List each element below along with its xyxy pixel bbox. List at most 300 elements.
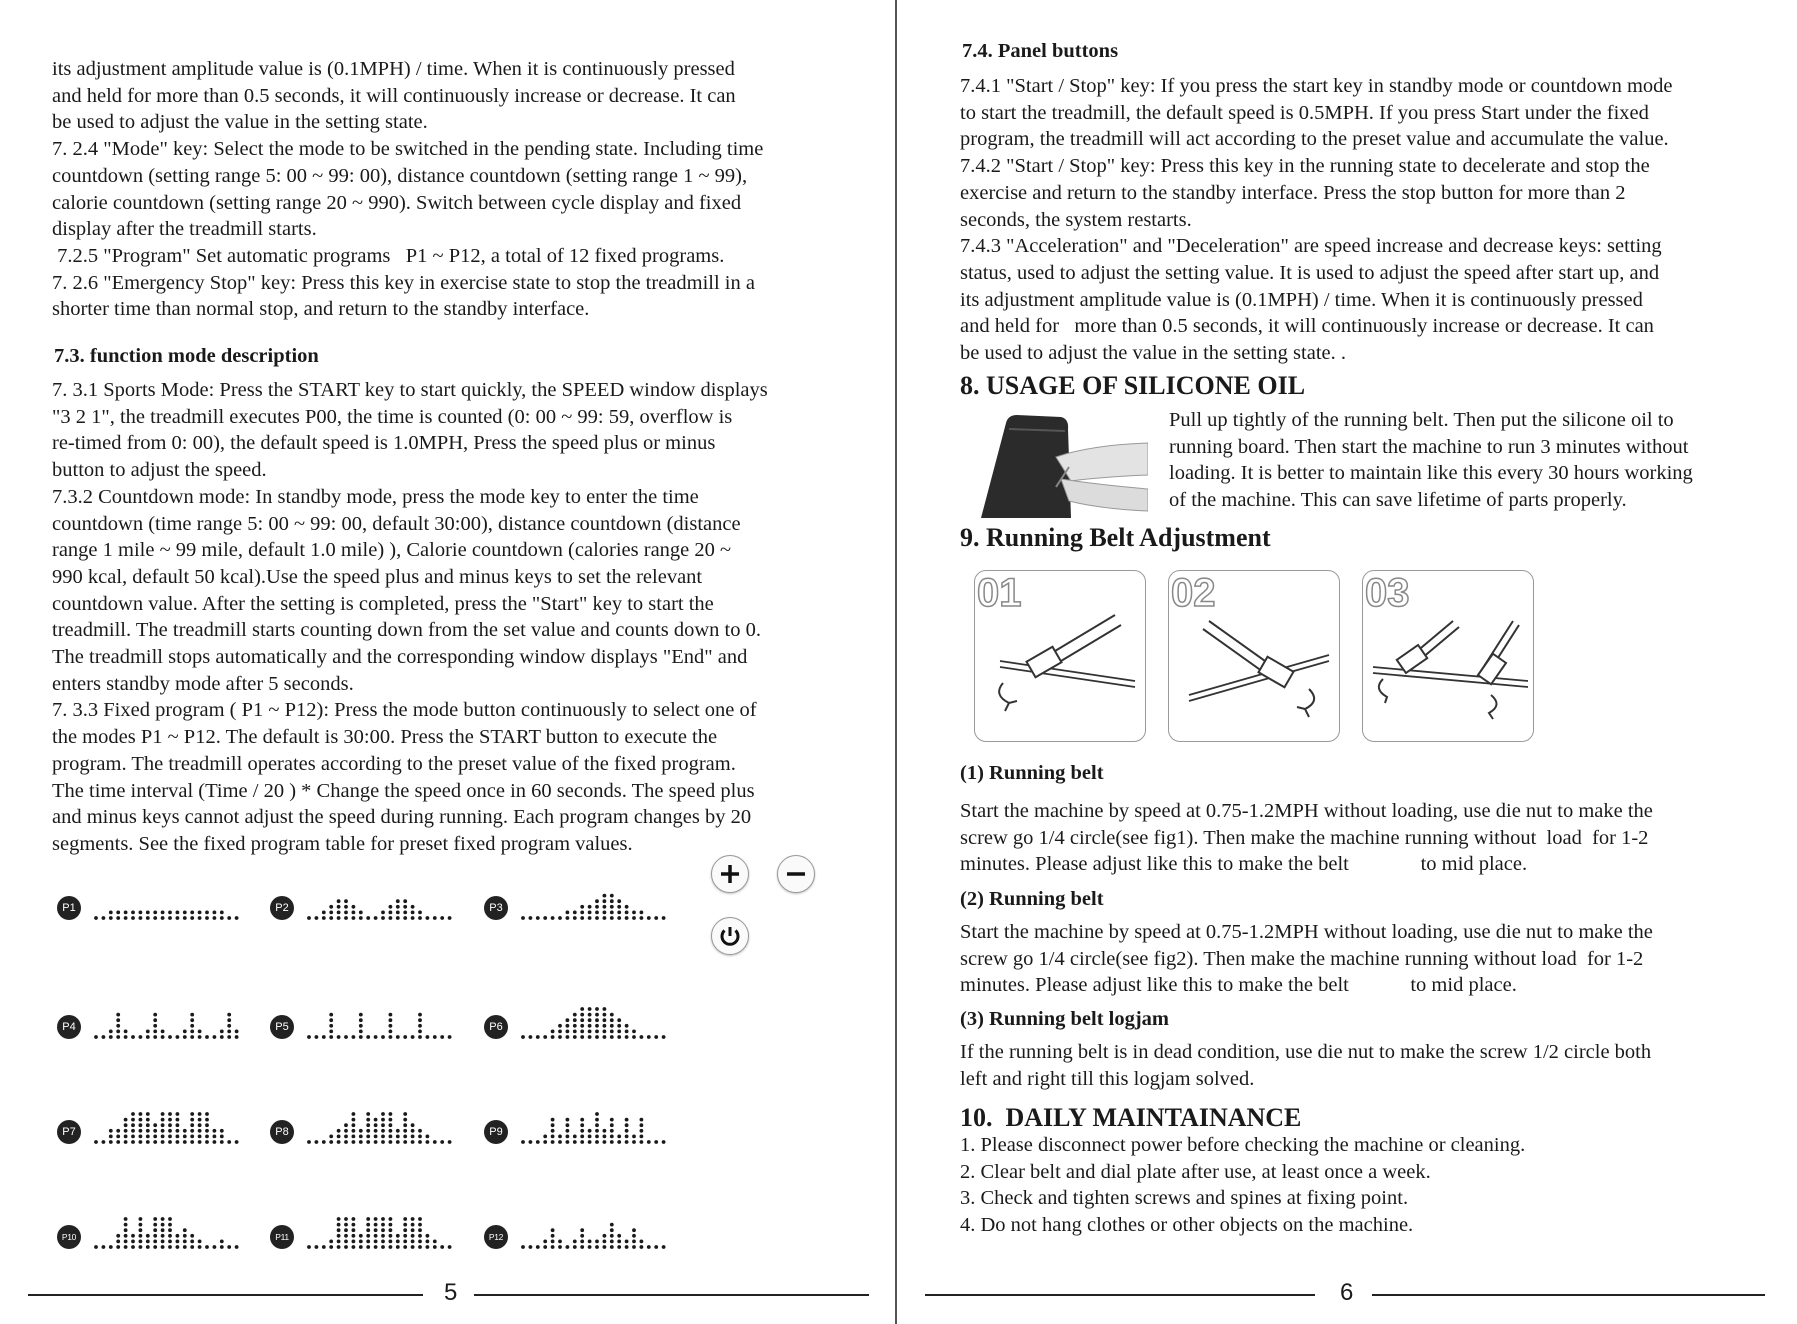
program-dot <box>403 899 407 903</box>
program-dot <box>403 911 407 915</box>
text-line: screw go 1/4 circle(see fig1). Then make the machine running without load for 1-2 <box>960 826 1649 849</box>
text-line: If the running belt is in dead condition, use die nut to make the screw 1/2 circle both <box>960 1041 1652 1063</box>
program-dot <box>610 899 614 903</box>
program-dot <box>131 1035 135 1039</box>
footer-rule-left <box>925 1294 1315 1296</box>
program-dot <box>625 1240 629 1244</box>
program-dot <box>198 1129 202 1133</box>
program-dot <box>322 1245 326 1249</box>
program-dot <box>640 1118 644 1122</box>
program-dot <box>603 1234 607 1238</box>
program-dot <box>139 1035 143 1039</box>
minus-icon <box>777 855 815 893</box>
program-dot <box>551 1240 555 1244</box>
program-dot <box>198 1245 202 1249</box>
program-dot <box>403 1140 407 1144</box>
program-dot <box>640 1129 644 1133</box>
program-dot <box>198 916 202 920</box>
text-line: treadmill. The treadmill starts counting down from the set value and counts down to 0. <box>52 619 762 642</box>
program-dot <box>213 1245 217 1249</box>
program-dot <box>227 1140 231 1144</box>
program-dot <box>381 1118 385 1122</box>
program-dot <box>521 1035 525 1039</box>
text-line: and held for more than 0.5 seconds, it will continuously increase or decrease. It can <box>52 84 736 107</box>
program-dot <box>352 1140 356 1144</box>
program-dot <box>558 1024 562 1028</box>
program-dot <box>595 899 599 903</box>
program-dot <box>647 1140 651 1144</box>
program-dot-plot-p8 <box>306 1068 456 1146</box>
program-dot <box>389 916 393 920</box>
program-dot <box>610 1118 614 1122</box>
program-dot <box>227 1018 231 1022</box>
program-dot <box>352 1234 356 1238</box>
program-dot <box>426 1245 430 1249</box>
program-dot <box>124 916 128 920</box>
program-dot <box>411 1217 415 1221</box>
program-dot <box>610 1140 614 1144</box>
program-dot <box>381 1112 385 1116</box>
program-dot <box>588 905 592 909</box>
program-dot <box>359 1240 363 1244</box>
program-dot <box>381 1140 385 1144</box>
program-dot <box>580 1140 584 1144</box>
list-item: 1. Please disconnect power before checking the machine or cleaning. <box>960 1134 1526 1156</box>
program-dot <box>448 916 452 920</box>
program-dot <box>116 1035 120 1039</box>
program-dot <box>176 1140 180 1144</box>
program-dot <box>315 916 319 920</box>
program-dot <box>448 1140 452 1144</box>
program-dot <box>198 1240 202 1244</box>
program-dot <box>521 916 525 920</box>
program-dot <box>403 1234 407 1238</box>
program-dot <box>235 1245 239 1249</box>
program-dot <box>640 916 644 920</box>
program-dot <box>418 1228 422 1232</box>
program-dot <box>176 1240 180 1244</box>
program-dot <box>315 1245 319 1249</box>
program-dot <box>411 1228 415 1232</box>
program-dot <box>307 916 311 920</box>
program-dot <box>396 1129 400 1133</box>
program-badge-p11: P11 <box>270 1225 294 1249</box>
program-dot <box>440 916 444 920</box>
text-line: the modes P1 ~ P12. The default is 30:00. Press the START button to execute the <box>52 726 718 749</box>
text-line: program. The treadmill operates according to the preset value of the fixed program. <box>52 752 736 775</box>
program-dot <box>366 1118 370 1122</box>
program-dot <box>389 1240 393 1244</box>
program-dot <box>536 1140 540 1144</box>
footer-rule-right <box>1372 1294 1765 1296</box>
program-dot <box>418 1217 422 1221</box>
program-dot <box>411 911 415 915</box>
program-dot <box>632 1035 636 1039</box>
program-dot <box>374 1228 378 1232</box>
program-dot <box>617 1140 621 1144</box>
program-dot <box>617 916 621 920</box>
program-dot <box>647 1245 651 1249</box>
program-dot <box>102 1245 106 1249</box>
program-dot <box>603 916 607 920</box>
program-dot <box>329 1140 333 1144</box>
program-dot <box>374 1245 378 1249</box>
program-dot <box>580 1030 584 1034</box>
program-dot <box>131 911 135 915</box>
program-dot <box>603 911 607 915</box>
program-dot <box>124 1223 128 1227</box>
program-dot-plot-p6 <box>520 963 670 1041</box>
text-line: exercise and return to the standby interface. Press the stop button for more than 2 <box>960 181 1626 204</box>
program-dot <box>329 1135 333 1139</box>
text-line: 7.3.2 Countdown mode: In standby mode, press the mode key to enter the time <box>52 485 699 508</box>
program-dot <box>352 1217 356 1221</box>
program-dot <box>411 1135 415 1139</box>
program-dot <box>146 1135 150 1139</box>
program-dot <box>220 916 224 920</box>
program-dot <box>418 911 422 915</box>
program-dot <box>595 1140 599 1144</box>
program-dot <box>190 1129 194 1133</box>
program-dot <box>389 911 393 915</box>
text-line: countdown value. After the setting is completed, press the "Start" key to start the <box>52 592 714 615</box>
program-dot <box>566 1129 570 1133</box>
program-dot <box>102 1035 106 1039</box>
program-dot <box>551 1234 555 1238</box>
program-dot <box>227 1035 231 1039</box>
program-dot <box>116 1140 120 1144</box>
text-line: re-timed from 0: 00), the default speed is 1.0MPH, Press the speed plus or minus <box>52 432 716 455</box>
section-title-8: 8. USAGE OF SILICONE OIL <box>960 371 1306 400</box>
program-dot <box>183 1030 187 1034</box>
program-dot <box>183 911 187 915</box>
program-badge-p5: P5 <box>270 1015 294 1039</box>
program-dot <box>396 1035 400 1039</box>
program-dot <box>153 1030 157 1034</box>
program-dot <box>403 1135 407 1139</box>
program-dot <box>146 1129 150 1133</box>
program-dot <box>551 1030 555 1034</box>
program-dot <box>588 1240 592 1244</box>
program-dot <box>139 1118 143 1122</box>
program-dot <box>617 1240 621 1244</box>
page-right <box>897 0 1797 1324</box>
program-dot <box>426 1140 430 1144</box>
program-dot <box>168 1035 172 1039</box>
program-dot <box>359 1140 363 1144</box>
program-dot <box>603 1245 607 1249</box>
program-dot <box>389 1234 393 1238</box>
program-dot <box>610 1245 614 1249</box>
program-dot <box>389 1123 393 1127</box>
program-dot <box>168 1123 172 1127</box>
program-dot <box>161 1228 165 1232</box>
program-dot <box>102 916 106 920</box>
program-dot <box>190 1030 194 1034</box>
program-dot <box>161 1234 165 1238</box>
text-line: screw go 1/4 circle(see fig2). Then make the machine running without load for 1-2 <box>960 947 1644 970</box>
program-dot <box>381 1123 385 1127</box>
program-dot <box>529 1140 533 1144</box>
program-dot <box>139 1240 143 1244</box>
program-dot-plot-p3 <box>520 844 670 922</box>
program-dot <box>359 1135 363 1139</box>
program-dot <box>139 1123 143 1127</box>
program-badge-p10: P10 <box>57 1225 81 1249</box>
text-line: Start the machine by speed at 0.75-1.2MPH without loading, use die nut to make the <box>960 800 1653 822</box>
program-dot <box>220 1140 224 1144</box>
program-dot <box>322 1140 326 1144</box>
program-dot <box>588 1135 592 1139</box>
program-dot <box>153 1234 157 1238</box>
program-dot <box>190 1140 194 1144</box>
figure-number: 03 <box>1365 571 1410 615</box>
program-dot <box>632 1234 636 1238</box>
program-dot <box>124 1140 128 1144</box>
program-dot <box>139 1140 143 1144</box>
program-dot <box>337 911 341 915</box>
program-dot <box>161 1123 165 1127</box>
program-dot <box>625 905 629 909</box>
program-dot <box>640 911 644 915</box>
program-dot <box>389 1223 393 1227</box>
program-dot <box>573 1013 577 1017</box>
section-7-3-body <box>52 377 862 858</box>
program-dot <box>161 1030 165 1034</box>
program-dot <box>543 1135 547 1139</box>
program-dot <box>131 1129 135 1133</box>
program-dot <box>403 1123 407 1127</box>
program-dot <box>610 1234 614 1238</box>
program-dot <box>227 916 231 920</box>
program-dot <box>595 1240 599 1244</box>
program-dot <box>595 1112 599 1116</box>
program-dot <box>389 1135 393 1139</box>
program-dot <box>551 1140 555 1144</box>
program-dot <box>153 1135 157 1139</box>
text-line: running board. Then start the machine to run 3 minutes without <box>1169 435 1689 458</box>
program-dot <box>603 899 607 903</box>
program-dot <box>580 1024 584 1028</box>
program-dot <box>411 905 415 909</box>
program-dot <box>344 1245 348 1249</box>
program-dot <box>176 1112 180 1116</box>
text-line: enters standby mode after 5 seconds. <box>52 672 354 695</box>
program-dot-plot-p12 <box>520 1173 670 1251</box>
program-dot <box>168 1135 172 1139</box>
program-dot <box>603 1129 607 1133</box>
program-dot <box>580 905 584 909</box>
subsection-2-body <box>960 919 1775 999</box>
program-dot <box>389 1140 393 1144</box>
program-dot <box>543 916 547 920</box>
program-dot-plot-p2 <box>306 844 456 922</box>
program-dot <box>190 1240 194 1244</box>
program-dot <box>190 1118 194 1122</box>
program-dot <box>411 1129 415 1133</box>
text-line: minutes. Please adjust like this to make the belt to mid place. <box>960 974 1517 997</box>
program-dot <box>396 911 400 915</box>
program-dot <box>131 1234 135 1238</box>
program-dot <box>139 1245 143 1249</box>
program-dot <box>595 1123 599 1127</box>
program-dot <box>198 1135 202 1139</box>
program-dot <box>153 1245 157 1249</box>
program-dot <box>603 1140 607 1144</box>
text-line: The treadmill stops automatically and the corresponding window displays "End" and <box>52 646 748 669</box>
program-dot <box>168 1223 172 1227</box>
program-dot <box>198 1035 202 1039</box>
program-dot <box>610 905 614 909</box>
program-dot <box>418 1030 422 1034</box>
program-dot <box>146 1035 150 1039</box>
program-dot <box>146 911 150 915</box>
program-dot <box>124 1217 128 1221</box>
text-line: its adjustment amplitude value is (0.1MPH) / time. When it is continuously pressed <box>960 288 1643 311</box>
program-dot <box>329 1018 333 1022</box>
program-dot <box>603 1024 607 1028</box>
program-dot <box>352 1123 356 1127</box>
program-dot <box>153 916 157 920</box>
program-dot <box>558 1240 562 1244</box>
program-dot <box>426 916 430 920</box>
text-line: and minus keys cannot adjust the speed during running. Each program changes by 20 <box>52 806 752 829</box>
program-dot-plot-p5 <box>306 963 456 1041</box>
program-dot <box>610 1129 614 1133</box>
list-item: 2. Clear belt and dial plate after use, at least once a week. <box>960 1160 1431 1183</box>
program-dot <box>632 1245 636 1249</box>
program-dot <box>227 1024 231 1028</box>
subsection-1-body <box>960 798 1775 878</box>
program-dot <box>580 1245 584 1249</box>
program-dot <box>411 1035 415 1039</box>
program-dot <box>580 1240 584 1244</box>
program-dot <box>573 916 577 920</box>
program-dot <box>558 1135 562 1139</box>
program-dot <box>662 916 666 920</box>
program-dot <box>198 1123 202 1127</box>
program-dot-plot-p4 <box>93 963 243 1041</box>
program-dot <box>418 1140 422 1144</box>
text-line: countdown (setting range 5: 00 ~ 99: 00), distance countdown (setting range 1 ~ 99), <box>52 164 748 187</box>
program-dot <box>131 1118 135 1122</box>
program-dot <box>418 1245 422 1249</box>
program-dot <box>205 1112 209 1116</box>
program-dot <box>153 1123 157 1127</box>
program-dot <box>573 1140 577 1144</box>
program-dot <box>161 1223 165 1227</box>
program-dot <box>418 1240 422 1244</box>
section-title-7-4: 7.4. Panel buttons <box>962 40 1119 62</box>
program-dot <box>448 1245 452 1249</box>
program-dot <box>566 911 570 915</box>
program-dot <box>344 916 348 920</box>
program-dot <box>551 1245 555 1249</box>
program-dot-plot-p11 <box>306 1173 456 1251</box>
program-dot <box>381 1240 385 1244</box>
program-dot <box>573 1030 577 1034</box>
program-dot <box>536 916 540 920</box>
text-line: loading. It is better to maintain like this every 30 hours working <box>1169 462 1693 485</box>
program-dot <box>131 1140 135 1144</box>
program-dot-plot-p7 <box>93 1068 243 1146</box>
program-dot <box>625 1024 629 1028</box>
program-dot <box>580 911 584 915</box>
program-dot <box>131 1135 135 1139</box>
program-dot <box>566 1140 570 1144</box>
text-line: its adjustment amplitude value is (0.1MPH) / time. When it is continuously pressed <box>52 58 735 80</box>
program-dot <box>588 1024 592 1028</box>
program-dot <box>183 1035 187 1039</box>
program-dot <box>344 1123 348 1127</box>
program-dot <box>625 1035 629 1039</box>
program-dot <box>580 1018 584 1022</box>
program-dot <box>116 911 120 915</box>
program-dot <box>551 1228 555 1232</box>
program-dot <box>220 1129 224 1133</box>
program-dot <box>595 1018 599 1022</box>
program-dot <box>344 1223 348 1227</box>
program-dot <box>94 1035 98 1039</box>
program-dot <box>153 1140 157 1144</box>
program-dot <box>588 916 592 920</box>
program-dot <box>146 916 150 920</box>
program-dot <box>220 1035 224 1039</box>
program-dot <box>329 1245 333 1249</box>
program-dot <box>344 1129 348 1133</box>
program-dot <box>213 1140 217 1144</box>
page-number: 5 <box>444 1279 458 1306</box>
program-dot <box>440 1035 444 1039</box>
program-dot <box>610 911 614 915</box>
program-dot <box>566 1245 570 1249</box>
program-dot <box>190 1018 194 1022</box>
program-dot <box>366 1228 370 1232</box>
program-dot <box>352 1223 356 1227</box>
program-dot <box>595 1007 599 1011</box>
program-dot <box>580 1234 584 1238</box>
program-dot <box>307 1140 311 1144</box>
program-dot <box>168 1217 172 1221</box>
program-dot <box>625 1123 629 1127</box>
program-dot <box>558 1245 562 1249</box>
footer-rule-right <box>474 1294 869 1296</box>
program-dot <box>381 1135 385 1139</box>
program-dot <box>352 1112 356 1116</box>
program-dot <box>176 916 180 920</box>
program-dot <box>374 1234 378 1238</box>
program-dot <box>551 1035 555 1039</box>
program-dot <box>610 1240 614 1244</box>
program-dot <box>381 1217 385 1221</box>
text-line: 7.4.3 "Acceleration" and "Deceleration" are speed increase and decrease keys: setting <box>960 235 1662 258</box>
program-dot <box>603 1007 607 1011</box>
program-dot <box>610 916 614 920</box>
program-dot <box>403 1035 407 1039</box>
program-dot <box>124 1035 128 1039</box>
program-dot <box>322 911 326 915</box>
program-dot <box>352 1135 356 1139</box>
program-dot <box>374 1118 378 1122</box>
program-dot <box>403 1129 407 1133</box>
program-dot <box>146 1234 150 1238</box>
program-dot <box>352 916 356 920</box>
program-dot <box>632 911 636 915</box>
program-dot <box>389 1013 393 1017</box>
program-dot <box>403 905 407 909</box>
figure-01 <box>974 570 1146 742</box>
program-dot <box>426 1234 430 1238</box>
